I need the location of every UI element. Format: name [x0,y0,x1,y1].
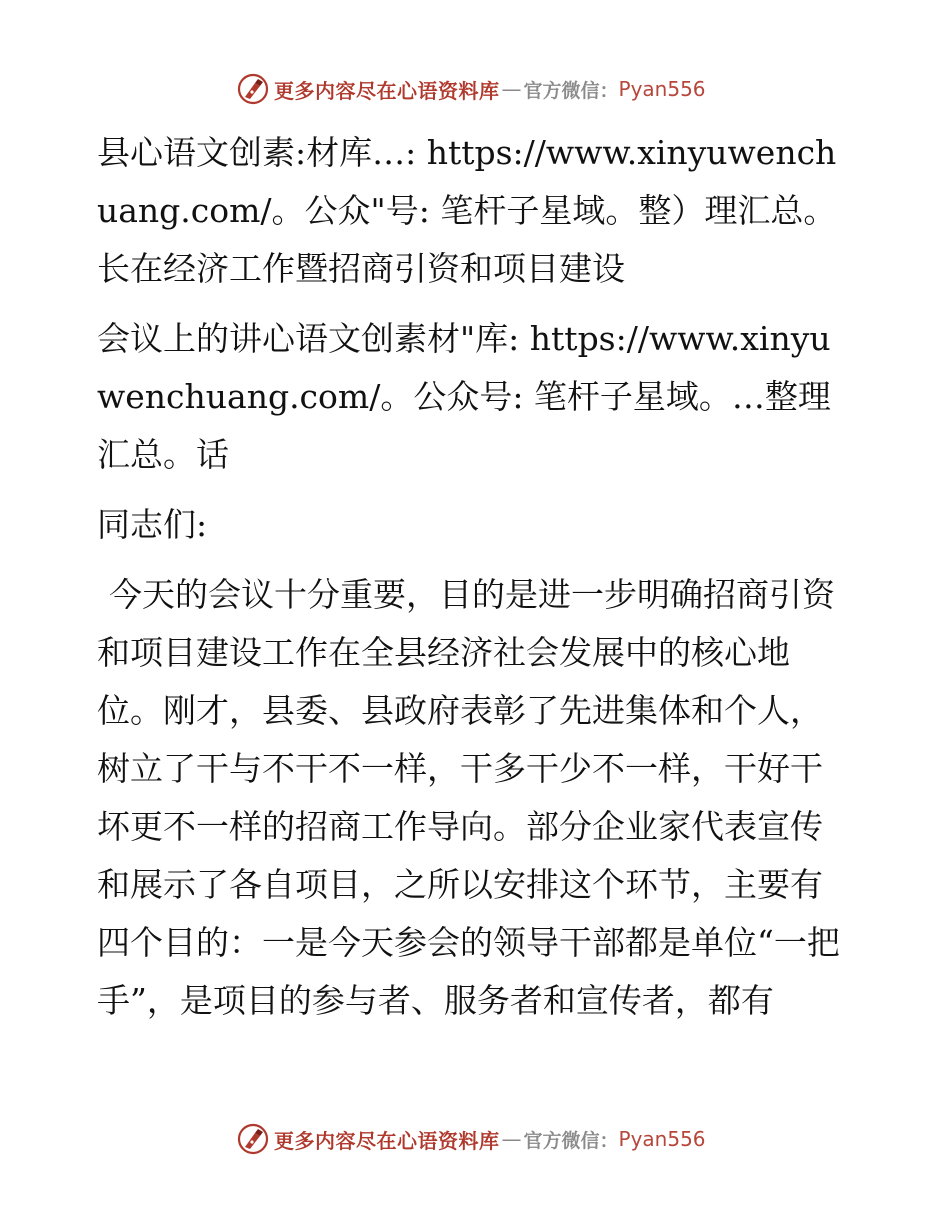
watermark-text: 更多内容尽在心语资料库 [274,78,500,103]
watermark-wechat-id: Pyan556 [618,1127,706,1151]
document-body [97,124,853,1042]
paragraph-body: 今天的会议十分重要，目的是进一步明确招商引资和项目建设工作在全县经济社会发展中的核心地位。刚才，县委、县政府表彰了先进集体和个人，树立了干与不干不一样，干多干少不一样，干好干坏更不一样的招商工作导向。部分企业家代表宣传和展示了各自项目，之所以安排这个环节，主要有四个目的：一是今天参会的领导干部都是单位“一把手”，是项目的参与者、服务者和宣传者，都有 [97,575,840,1020]
watermark-dash: — [501,1127,522,1151]
pen-nib-logo-icon [236,72,270,106]
paragraph-heading-part1: 县心语文创素:材库…: https://www.xinyuwenchuang.com/。公众"号: 笔杆子星域。整）理汇总。长在经济工作暨招商引资和项目建设 [97,133,837,288]
watermark-footer [236,1122,706,1156]
watermark-text: 更多内容尽在心语资料库 [274,1128,500,1153]
watermark-header [236,72,706,106]
pen-nib-logo-icon [236,1122,270,1156]
watermark-wechat-label: 官方微信： [523,79,619,102]
watermark-wechat-id: Pyan556 [618,77,706,101]
watermark-dash: — [501,77,522,101]
paragraph-heading-part2: 会议上的讲心语文创素材"库: https://www.xinyuwenchuang.com/。公众号: 笔杆子星域。…整理汇总。话 [97,319,831,474]
paragraph-salutation: 同志们: [97,505,208,544]
watermark-wechat-label: 官方微信： [523,1129,619,1152]
